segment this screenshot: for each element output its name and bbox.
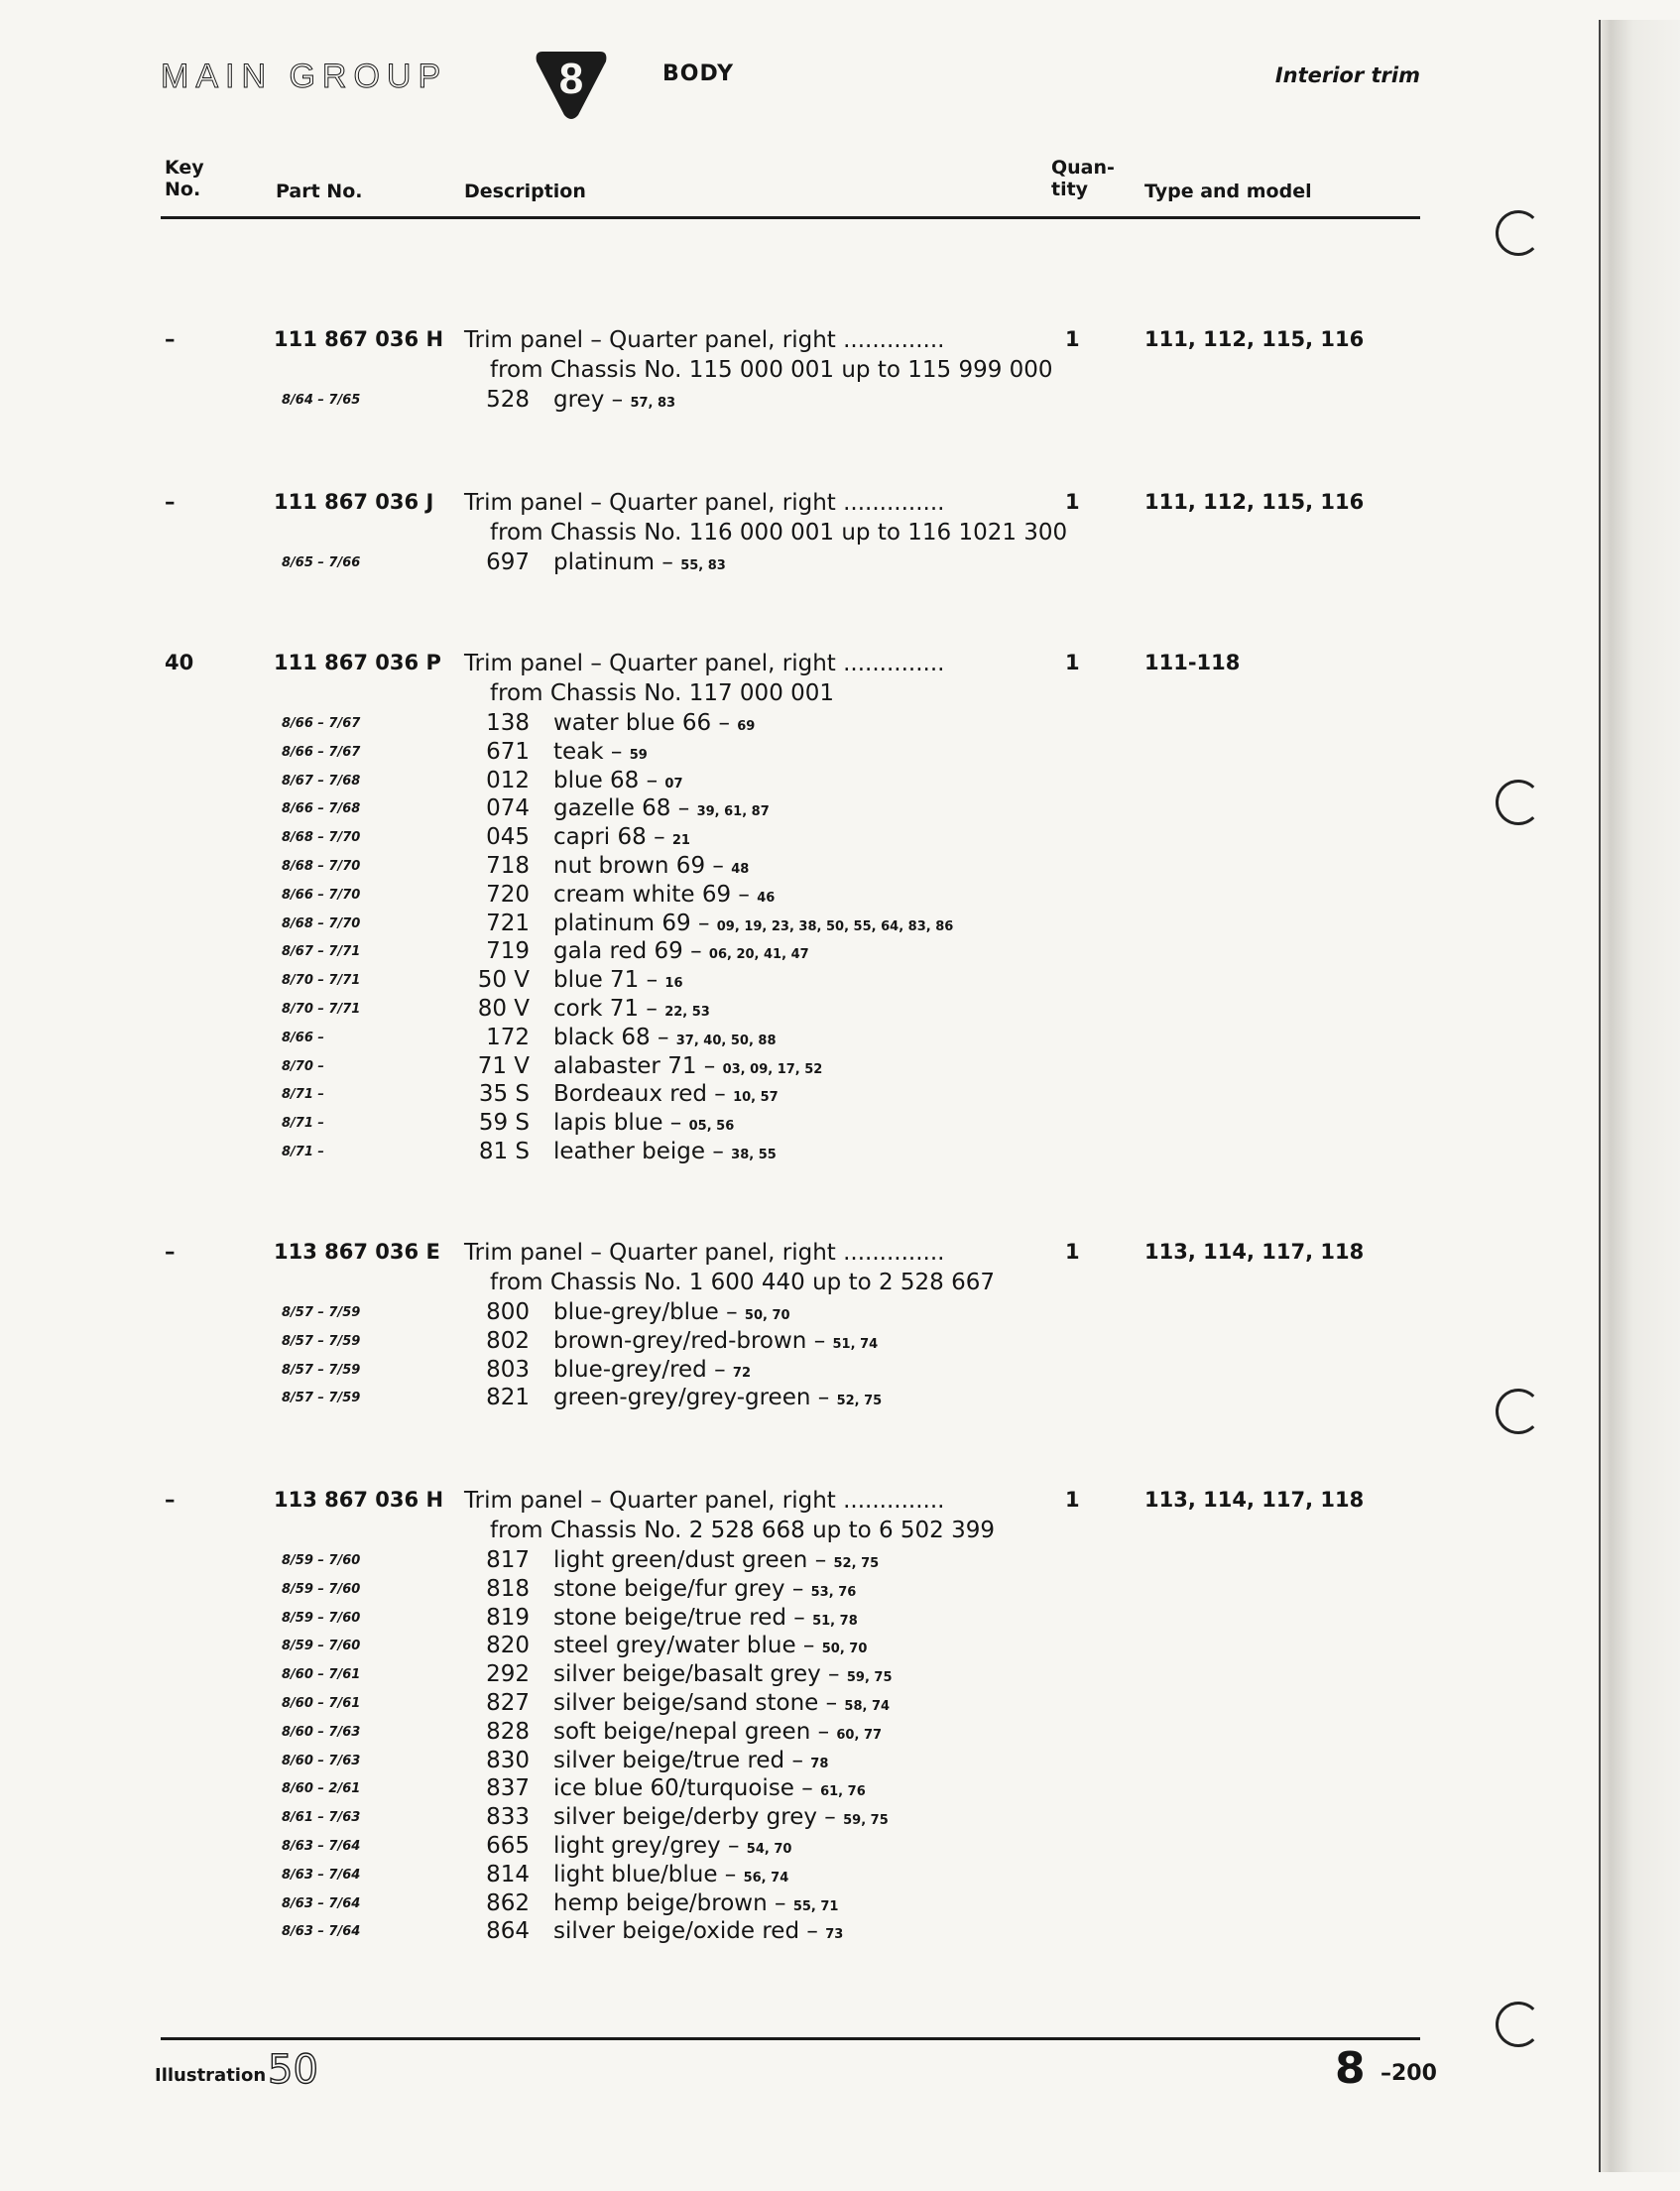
main-group-title: MAIN GROUP — [161, 58, 448, 95]
colour-refs: 57, 83 — [630, 396, 676, 411]
colour-label: brown-grey/red-brown – — [553, 1327, 826, 1354]
key-number: – — [165, 1240, 176, 1264]
variant-period: 8/59 – 7/60 — [282, 1610, 361, 1626]
colour-name — [553, 739, 648, 765]
part-number: 113 867 036 E — [274, 1240, 440, 1264]
colour-refs: 56, 74 — [743, 1870, 789, 1886]
part-number: 111 867 036 P — [274, 651, 441, 674]
colour-refs: 61, 76 — [820, 1784, 866, 1800]
colour-code: 045 — [486, 824, 530, 851]
type-models: 111, 112, 115, 116 — [1144, 490, 1365, 514]
variant-period: 8/71 – — [282, 1116, 324, 1132]
variant-row — [0, 1775, 1680, 1804]
colour-code: 35 S — [478, 1081, 530, 1108]
variant-period: 8/66 – 7/67 — [282, 716, 361, 731]
colour-refs: 21 — [671, 833, 690, 849]
colour-code: 528 — [486, 387, 530, 413]
colour-name — [553, 1328, 878, 1354]
variant-row — [0, 739, 1680, 768]
colour-label: blue-grey/blue – — [553, 1299, 738, 1325]
footer-rule — [161, 2037, 1420, 2040]
variant-period: 8/60 – 7/61 — [282, 1696, 361, 1711]
colour-refs: 52, 75 — [836, 1394, 883, 1409]
variant-period: 8/70 – 7/71 — [282, 1002, 361, 1017]
colour-code: 697 — [486, 549, 530, 575]
variant-row — [0, 882, 1680, 911]
colour-code: 720 — [486, 881, 530, 908]
colour-label: black 68 – — [553, 1024, 669, 1050]
colour-label: stone beige/fur grey – — [553, 1575, 804, 1602]
variant-period: 8/61 – 7/63 — [282, 1810, 361, 1826]
variant-period: 8/57 – 7/59 — [282, 1362, 361, 1378]
colour-code: 830 — [486, 1747, 530, 1773]
colour-label: platinum 69 – — [553, 910, 710, 936]
colour-name — [553, 1890, 838, 1916]
colour-refs: 50, 70 — [821, 1642, 868, 1657]
chassis-range: from Chassis No. 117 000 001 — [490, 680, 835, 706]
colour-refs: 58, 74 — [844, 1699, 891, 1714]
variant-period: 8/68 – 7/70 — [282, 830, 361, 846]
variant-period: 8/57 – 7/59 — [282, 1391, 361, 1406]
variant-period: 8/59 – 7/60 — [282, 1553, 361, 1568]
variant-row — [0, 1328, 1680, 1357]
colour-refs: 07 — [664, 776, 683, 791]
col-description: Description — [464, 181, 586, 202]
variant-period: 8/57 – 7/59 — [282, 1305, 361, 1320]
variant-row — [0, 1862, 1680, 1890]
colour-name — [553, 1357, 751, 1383]
colour-name — [553, 1605, 858, 1631]
colour-code: 172 — [486, 1024, 530, 1050]
key-number: – — [165, 327, 176, 351]
variant-period: 8/70 – — [282, 1058, 324, 1074]
page-number-group: 8 — [1335, 2043, 1366, 2094]
colour-label: capri 68 – — [553, 824, 665, 851]
colour-refs: 54, 70 — [746, 1842, 792, 1857]
colour-refs: 16 — [664, 976, 683, 992]
variant-period: 8/63 – 7/64 — [282, 1895, 361, 1911]
colour-label: light grey/grey – — [553, 1833, 740, 1859]
illustration-number: 50 — [268, 2047, 318, 2093]
group-number-badge — [533, 44, 610, 121]
quantity: 1 — [1065, 651, 1080, 674]
colour-name — [553, 1633, 867, 1658]
colour-label: nut brown 69 – — [553, 853, 724, 879]
colour-code: 59 S — [478, 1110, 530, 1137]
part-description: Trim panel – Quarter panel, right .............. — [464, 1240, 945, 1266]
colour-name — [553, 1690, 890, 1716]
variant-row — [0, 824, 1680, 853]
colour-name — [553, 1862, 788, 1887]
colour-name — [553, 710, 755, 736]
colour-name — [553, 1775, 866, 1801]
colour-name — [553, 1385, 882, 1410]
colour-refs: 55, 71 — [792, 1898, 839, 1914]
colour-label: silver beige/basalt grey – — [553, 1661, 840, 1688]
variant-row — [0, 1748, 1680, 1776]
variant-period: 8/71 – — [282, 1145, 324, 1159]
type-models: 111-118 — [1144, 651, 1241, 674]
variant-row — [0, 1690, 1680, 1719]
quantity: 1 — [1065, 1488, 1080, 1512]
chassis-range: from Chassis No. 116 000 001 up to 116 1021 300 — [490, 520, 1068, 546]
section-title: Interior trim — [1274, 63, 1420, 87]
colour-code: 721 — [486, 910, 530, 936]
colour-label: silver beige/sand stone – — [553, 1690, 838, 1716]
variant-row — [0, 1110, 1680, 1139]
colour-refs: 53, 76 — [810, 1584, 857, 1600]
colour-refs: 05, 56 — [688, 1119, 735, 1135]
part-number: 113 867 036 H — [274, 1488, 444, 1512]
colour-name — [553, 1804, 889, 1830]
colour-code: 837 — [486, 1775, 530, 1802]
colour-label: platinum – — [553, 549, 673, 575]
type-models: 113, 114, 117, 118 — [1144, 1240, 1365, 1264]
colour-refs: 39, 61, 87 — [696, 804, 770, 820]
key-number: – — [165, 490, 176, 514]
page-number-sub: –200 — [1380, 2061, 1437, 2086]
variant-row — [0, 967, 1680, 996]
variant-period: 8/57 – 7/59 — [282, 1333, 361, 1349]
colour-code: 671 — [486, 738, 530, 765]
variant-row — [0, 1661, 1680, 1690]
colour-code: 012 — [486, 767, 530, 793]
colour-name — [553, 1576, 856, 1602]
colour-name — [553, 1748, 828, 1773]
colour-refs: 51, 78 — [812, 1613, 858, 1629]
colour-label: alabaster 71 – — [553, 1052, 716, 1079]
colour-label: silver beige/oxide red – — [553, 1918, 818, 1945]
colour-code: 833 — [486, 1804, 530, 1831]
colour-refs: 22, 53 — [664, 1005, 710, 1020]
variant-row — [0, 1918, 1680, 1947]
variant-period: 8/60 – 7/61 — [282, 1667, 361, 1683]
colour-refs: 10, 57 — [733, 1090, 779, 1106]
colour-refs: 59, 75 — [843, 1813, 889, 1829]
variant-period: 8/63 – 7/64 — [282, 1924, 361, 1940]
variant-period: 8/59 – 7/60 — [282, 1581, 361, 1597]
variant-period: 8/63 – 7/64 — [282, 1867, 361, 1883]
colour-label: light blue/blue – — [553, 1861, 737, 1887]
colour-name — [553, 1547, 879, 1573]
colour-name — [553, 1719, 882, 1745]
variant-row — [0, 387, 1680, 416]
variant-row — [0, 1081, 1680, 1110]
variant-period: 8/66 – 7/68 — [282, 801, 361, 817]
variant-period: 8/59 – 7/60 — [282, 1639, 361, 1654]
variant-row — [0, 710, 1680, 739]
group-badge-shape — [533, 44, 610, 121]
colour-code: 803 — [486, 1356, 530, 1383]
colour-name — [553, 1025, 777, 1050]
colour-code: 818 — [486, 1575, 530, 1602]
colour-refs: 06, 20, 41, 47 — [708, 947, 809, 963]
colour-code: 862 — [486, 1889, 530, 1916]
colour-name — [553, 938, 809, 964]
variant-row — [0, 1719, 1680, 1748]
variant-row — [0, 1633, 1680, 1661]
variant-period: 8/63 – 7/64 — [282, 1839, 361, 1854]
part-description: Trim panel – Quarter panel, right .............. — [464, 1488, 945, 1514]
colour-name — [553, 387, 675, 413]
colour-name — [553, 967, 683, 993]
variant-period: 8/70 – 7/71 — [282, 973, 361, 989]
colour-code: 718 — [486, 853, 530, 879]
colour-name — [553, 911, 953, 936]
part-description: Trim panel – Quarter panel, right .............. — [464, 490, 945, 516]
colour-refs: 60, 77 — [836, 1727, 883, 1743]
quantity: 1 — [1065, 1240, 1080, 1264]
colour-refs: 03, 09, 17, 52 — [722, 1061, 823, 1077]
colour-label: silver beige/true red – — [553, 1747, 803, 1773]
colour-name — [553, 824, 690, 850]
colour-refs: 59 — [629, 747, 648, 763]
colour-label: teak – — [553, 738, 623, 765]
colour-code: 814 — [486, 1861, 530, 1887]
colour-label: stone beige/true red – — [553, 1604, 805, 1631]
variant-row — [0, 768, 1680, 796]
colour-refs: 48 — [731, 862, 750, 877]
colour-name — [553, 1918, 843, 1944]
col-part-no: Part No. — [276, 181, 363, 202]
variant-period: 8/60 – 2/61 — [282, 1781, 361, 1797]
colour-refs: 37, 40, 50, 88 — [675, 1033, 777, 1048]
colour-name — [553, 882, 775, 908]
colour-refs: 59, 75 — [846, 1670, 893, 1686]
colour-label: cork 71 – — [553, 996, 658, 1022]
quantity: 1 — [1065, 490, 1080, 514]
colour-label: green-grey/grey-green – — [553, 1385, 830, 1411]
colour-code: 820 — [486, 1633, 530, 1659]
variant-period: 8/68 – 7/70 — [282, 859, 361, 874]
variant-row — [0, 938, 1680, 967]
variant-row — [0, 911, 1680, 939]
colour-refs: 55, 83 — [680, 558, 726, 573]
chassis-range: from Chassis No. 2 528 668 up to 6 502 399 — [490, 1518, 996, 1543]
colour-name — [553, 1833, 791, 1859]
part-description: Trim panel – Quarter panel, right .............. — [464, 327, 945, 353]
variant-period: 8/67 – 7/71 — [282, 944, 361, 960]
variant-row — [0, 549, 1680, 578]
variant-row — [0, 1299, 1680, 1328]
colour-label: grey – — [553, 387, 624, 413]
type-models: 111, 112, 115, 116 — [1144, 327, 1365, 351]
colour-label: silver beige/derby grey – — [553, 1804, 836, 1831]
illustration-label: Illustration — [155, 2065, 267, 2086]
punch-hole — [1496, 2002, 1541, 2047]
colour-code: 864 — [486, 1918, 530, 1945]
chassis-range: from Chassis No. 115 000 001 up to 115 999 000 — [490, 357, 1053, 383]
colour-refs: 52, 75 — [833, 1556, 880, 1571]
part-number: 111 867 036 J — [274, 490, 434, 514]
group-number: 8 — [558, 55, 584, 103]
colour-refs: 51, 74 — [832, 1336, 879, 1352]
variant-row — [0, 795, 1680, 824]
colour-name — [553, 996, 710, 1022]
colour-code: 827 — [486, 1690, 530, 1716]
colour-code: 074 — [486, 795, 530, 822]
colour-label: blue-grey/red – — [553, 1356, 726, 1383]
colour-label: hemp beige/brown – — [553, 1889, 786, 1916]
colour-label: light green/dust green – — [553, 1547, 827, 1573]
key-number: 40 — [165, 651, 194, 674]
colour-code: 817 — [486, 1547, 530, 1573]
variant-row — [0, 1357, 1680, 1386]
col-quantity: Quan- tity — [1051, 157, 1115, 200]
header-rule — [161, 216, 1420, 219]
colour-code: 138 — [486, 710, 530, 736]
colour-code: 828 — [486, 1718, 530, 1745]
variant-row — [0, 1025, 1680, 1053]
col-type-model: Type and model — [1144, 181, 1312, 202]
variant-period: 8/60 – 7/63 — [282, 1724, 361, 1740]
colour-label: steel grey/water blue – — [553, 1633, 815, 1659]
colour-code: 802 — [486, 1327, 530, 1354]
colour-label: blue 71 – — [553, 967, 659, 994]
colour-name — [553, 1139, 777, 1164]
group-name: BODY — [662, 61, 735, 86]
colour-refs: 72 — [732, 1365, 751, 1381]
col-key-no: Key No. — [165, 157, 204, 200]
variant-row — [0, 1890, 1680, 1919]
variant-row — [0, 853, 1680, 882]
colour-name — [553, 795, 770, 821]
type-models: 113, 114, 117, 118 — [1144, 1488, 1365, 1512]
part-description: Trim panel – Quarter panel, right .............. — [464, 651, 945, 676]
quantity: 1 — [1065, 327, 1080, 351]
colour-label: blue 68 – — [553, 767, 659, 793]
punch-hole — [1496, 210, 1541, 256]
colour-code: 292 — [486, 1661, 530, 1688]
variant-row — [0, 1576, 1680, 1605]
variant-period: 8/67 – 7/68 — [282, 773, 361, 789]
variant-row — [0, 1547, 1680, 1576]
variant-row — [0, 1385, 1680, 1413]
colour-code: 71 V — [477, 1052, 530, 1079]
colour-name — [553, 1081, 779, 1107]
colour-label: soft beige/nepal green – — [553, 1718, 830, 1745]
variant-period: 8/68 – 7/70 — [282, 915, 361, 931]
colour-code: 80 V — [477, 996, 530, 1022]
colour-refs: 46 — [757, 890, 776, 906]
colour-refs: 50, 70 — [744, 1308, 790, 1323]
part-number: 111 867 036 H — [274, 327, 444, 351]
colour-refs: 09, 19, 23, 38, 50, 55, 64, 83, 86 — [716, 918, 954, 934]
colour-label: gazelle 68 – — [553, 795, 690, 822]
colour-code: 819 — [486, 1604, 530, 1631]
colour-label: lapis blue – — [553, 1110, 682, 1137]
colour-code: 821 — [486, 1385, 530, 1411]
variant-period: 8/66 – — [282, 1030, 324, 1045]
colour-label: leather beige – — [553, 1139, 724, 1164]
colour-code: 665 — [486, 1833, 530, 1859]
variant-row — [0, 1139, 1680, 1167]
colour-name — [553, 1110, 734, 1136]
colour-code: 800 — [486, 1299, 530, 1325]
colour-label: cream white 69 – — [553, 881, 750, 908]
colour-label: gala red 69 – — [553, 938, 702, 965]
colour-refs: 73 — [825, 1927, 844, 1943]
chassis-range: from Chassis No. 1 600 440 up to 2 528 667 — [490, 1270, 996, 1295]
colour-refs: 78 — [810, 1756, 829, 1771]
variant-period: 8/66 – 7/67 — [282, 744, 361, 760]
variant-row — [0, 1053, 1680, 1082]
variant-row — [0, 1605, 1680, 1634]
variant-row — [0, 1833, 1680, 1862]
colour-refs: 69 — [737, 719, 756, 734]
colour-label: water blue 66 – — [553, 710, 730, 736]
colour-refs: 38, 55 — [731, 1148, 777, 1162]
variant-period: 8/71 – — [282, 1087, 324, 1103]
colour-name — [553, 1053, 822, 1079]
colour-code: 719 — [486, 938, 530, 965]
colour-name — [553, 549, 726, 575]
variant-period: 8/65 – 7/66 — [282, 555, 361, 570]
variant-row — [0, 996, 1680, 1025]
colour-name — [553, 1661, 893, 1687]
colour-label: ice blue 60/turquoise – — [553, 1775, 813, 1802]
colour-label: Bordeaux red – — [553, 1081, 726, 1108]
key-number: – — [165, 1488, 176, 1512]
colour-name — [553, 853, 749, 879]
colour-code: 81 S — [478, 1139, 530, 1164]
variant-period: 8/60 – 7/63 — [282, 1753, 361, 1768]
colour-name — [553, 1299, 790, 1325]
colour-name — [553, 768, 683, 793]
variant-period: 8/64 – 7/65 — [282, 393, 361, 408]
variant-row — [0, 1804, 1680, 1833]
variant-period: 8/66 – 7/70 — [282, 887, 361, 903]
colour-code: 50 V — [477, 967, 530, 994]
